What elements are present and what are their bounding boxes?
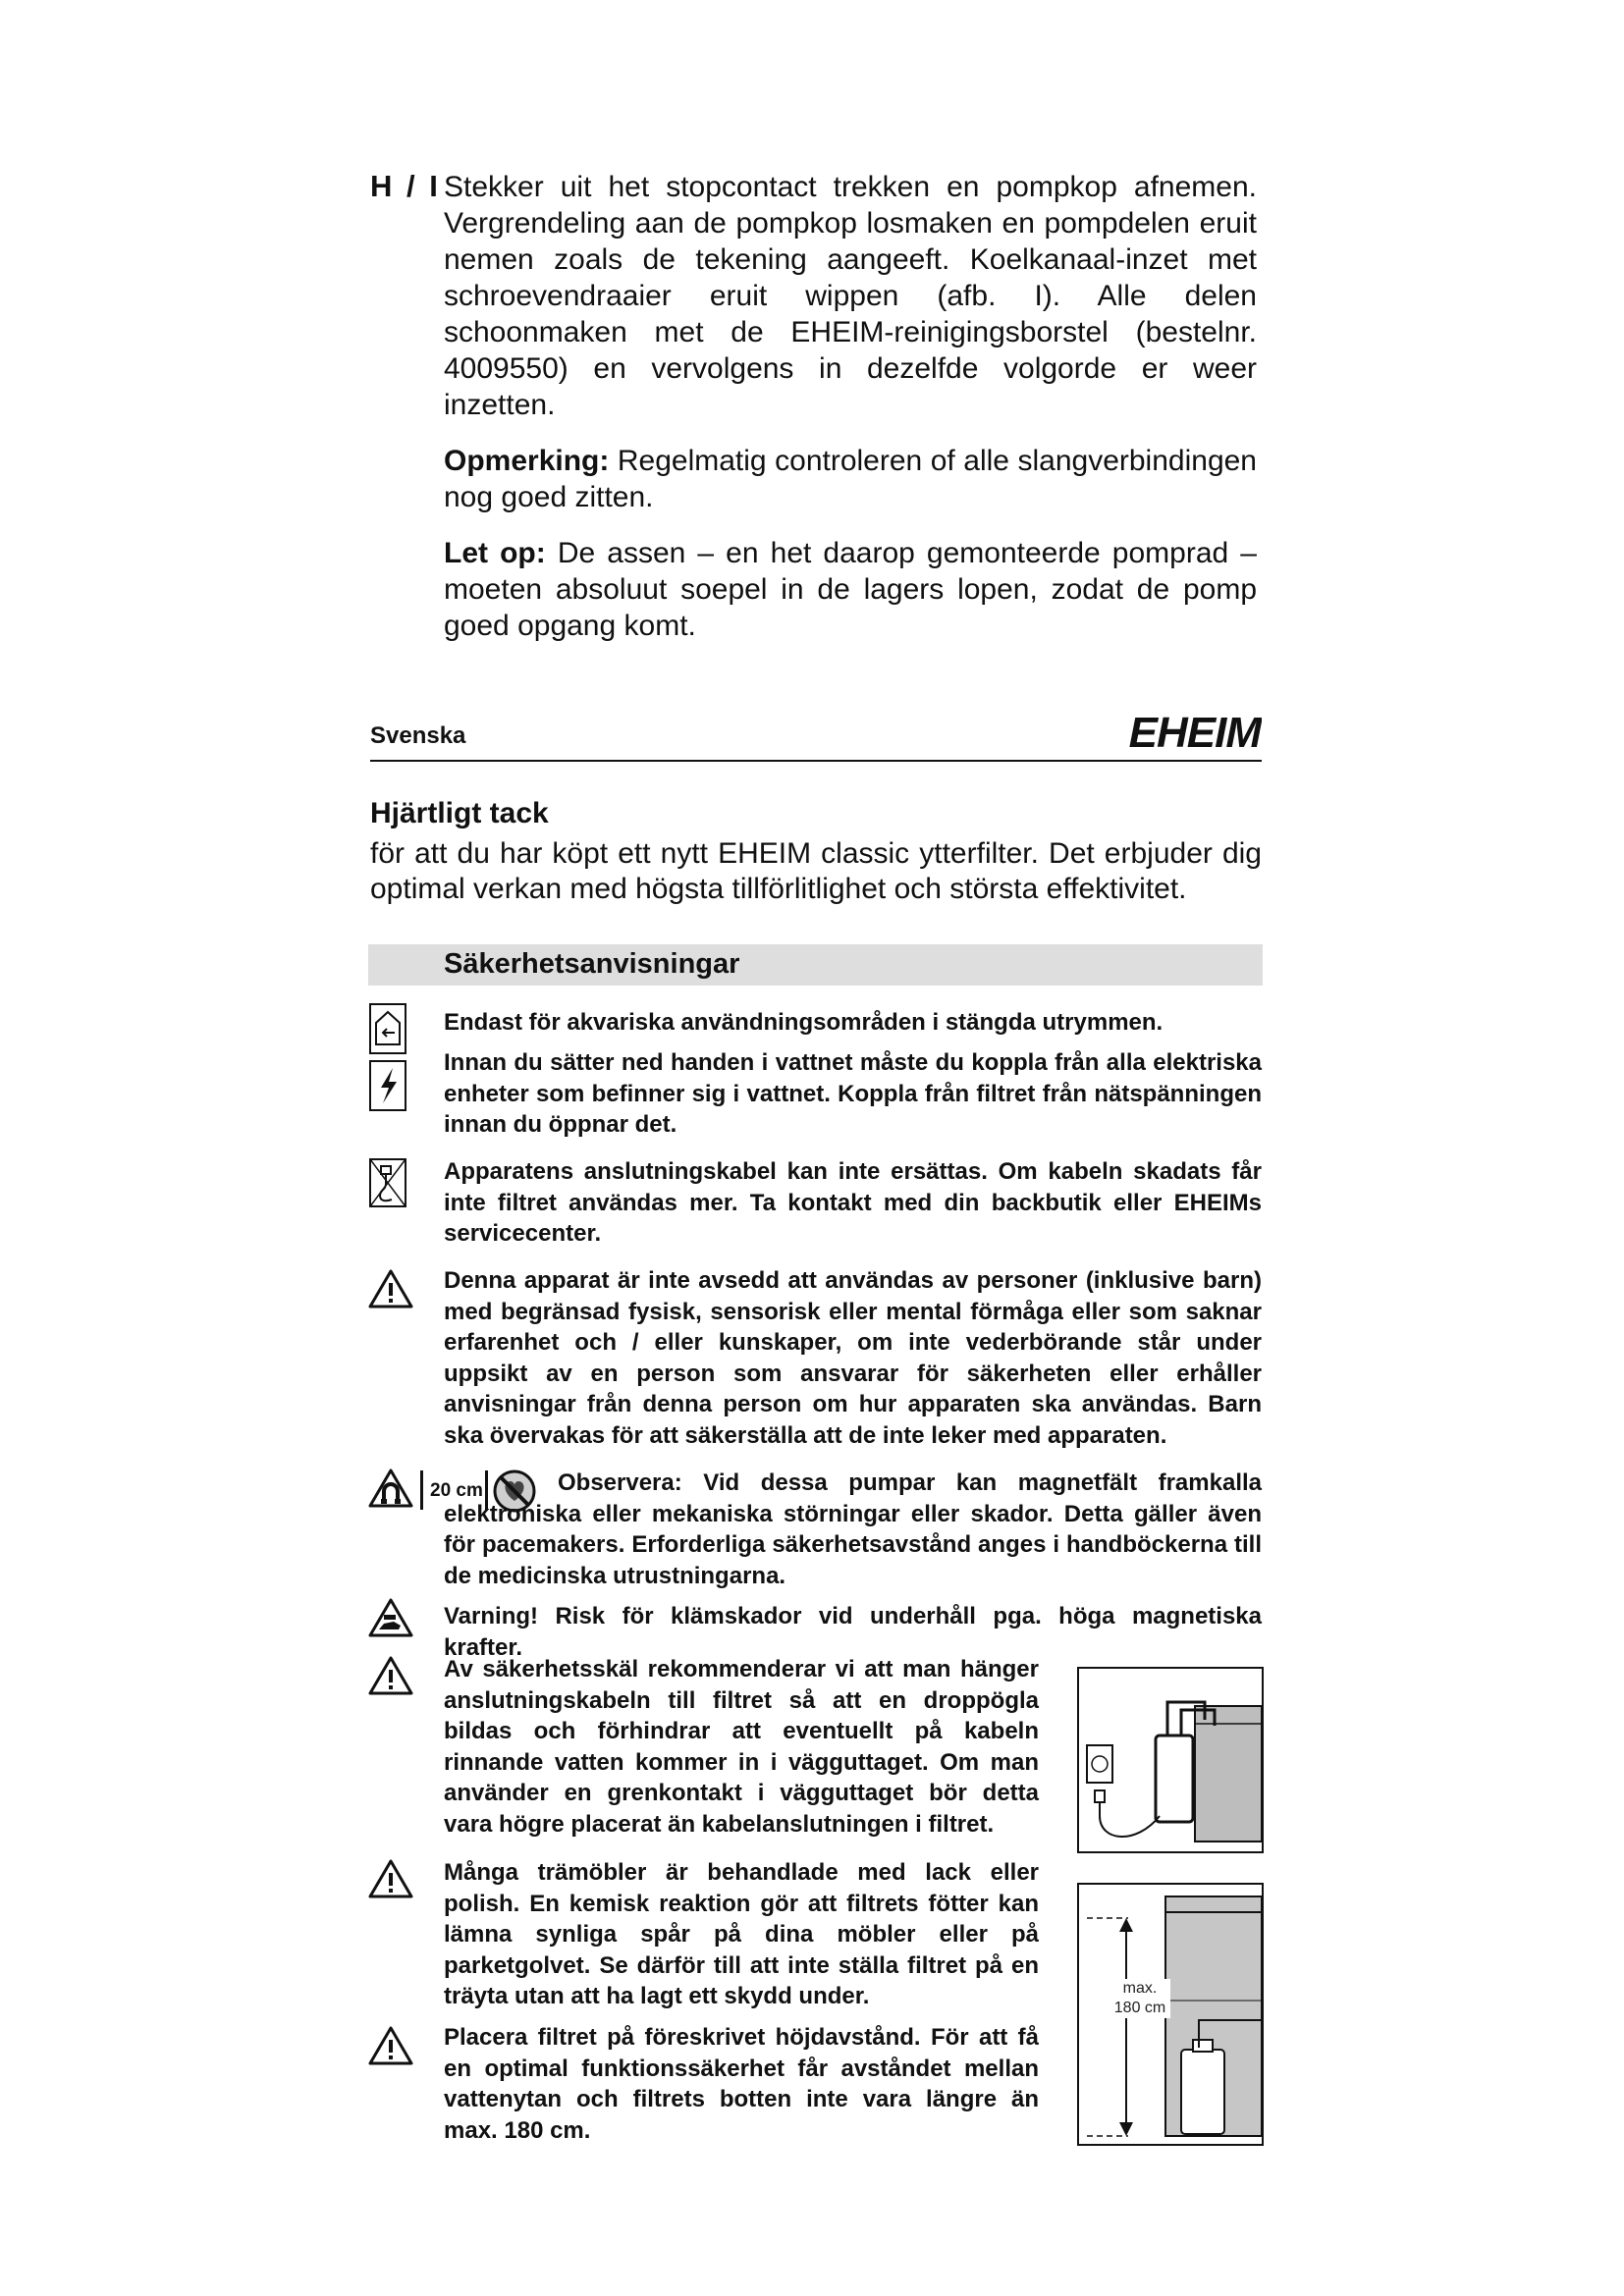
safety-item-electric: Innan du sätter ned handen i vattnet måste du koppla från alla elektriska enheter som befinner sig i vattnet. Koppla från filtret från nätspänningen innan du öppnar det. xyxy=(444,1049,1262,1138)
header-divider xyxy=(370,760,1262,762)
safety-heading: Säkerhetsanvisningar xyxy=(444,948,740,980)
dutch-note-label: Opmerking: xyxy=(444,445,610,477)
safety-item-height: Placera filtret på föreskrivet höjdavstånd. För att få en optimal funktionssäkerhet får avståndet mellan vattenytan och filtrets botten inte vara längre än max. 180 cm. xyxy=(444,2024,1039,2144)
dutch-caution xyxy=(444,535,1257,644)
intro-text: för att du har köpt ett nytt EHEIM classic ytterfilter. Det erbjuder dig optimal verkan med högsta tillförlitlighet och största effektivitet. xyxy=(370,837,1262,905)
magnetic-field-icon xyxy=(368,1468,413,1509)
warning-triangle-icon xyxy=(368,2025,413,2066)
distance-bracket-left xyxy=(420,1470,423,1510)
intro-title: Hjärtligt tack xyxy=(370,797,549,829)
dutch-note xyxy=(444,443,1257,515)
crush-hazard-icon xyxy=(368,1597,413,1638)
height-figure xyxy=(1077,1883,1264,2146)
safety-item-drip-loop: Av säkerhetsskäl rekommenderar vi att man hänger anslutningskabeln till filtret så att en droppögla bildas och förhindrar att eventuellt på kabeln rinnande vatten kommer in i vägguttaget. Om man använder en grenkontakt i vägguttaget bör detta vara högre placerat än kabelanslutningen i filtret. xyxy=(444,1656,1039,1838)
dutch-paragraph xyxy=(444,169,1257,423)
warning-triangle-icon xyxy=(368,1655,413,1696)
safety-item-crush: Varning! Risk för klämskador vid underhåll pga. höga magnetiska krafter. xyxy=(444,1603,1262,1661)
brand-logo-graphic xyxy=(1110,707,1262,754)
height-figure-label-line1: max. xyxy=(1122,1980,1158,1997)
height-figure-label xyxy=(1110,1979,1170,2018)
warning-triangle-icon xyxy=(368,1268,413,1309)
safety-item-furniture: Många trämöbler är behandlade med lack eller polish. En kemisk reaktion gör att filtrets fötter kan lämna synliga spår på dina möbler eller på parketgolvet. Se därför till att inte ställa filtret på en träyta utan att ha lagt ett skydd under. xyxy=(444,1859,1039,2009)
indoor-use-icon xyxy=(369,1003,406,1054)
language-label: Svenska xyxy=(370,722,466,749)
height-figure-label-line2: 180 cm xyxy=(1113,2000,1166,2016)
dutch-caution-label: Let op: xyxy=(444,537,546,569)
safety-distance-label: 20 cm xyxy=(430,1480,483,1501)
dutch-instructions xyxy=(444,169,1257,664)
safety-item-persons: Denna apparat är inte avsedd att användas av personer (inklusive barn) med begränsad fysisk, sensorisk eller mental förmåga eller som saknar erfarenhet och / eller kunskaper, om inte vederbörande står under uppsikt av en person som ansvarar för säkerheten eller erhåller anvisningar från denna person om hur apparaten ska användas. Barn ska övervakas för att säkerställa att de inte leker med apparaten. xyxy=(444,1267,1262,1449)
cable-not-replaceable-icon xyxy=(369,1158,406,1207)
warning-triangle-icon xyxy=(368,1858,413,1899)
brand-logo xyxy=(1110,707,1262,754)
dutch-note-text: Regelmatig controleren of alle slangverbindingen nog goed zitten. xyxy=(444,445,1257,513)
dutch-paragraph-text: Stekker uit het stopcontact trekken en pompkop afnemen. Vergrendeling aan de pompkop losmaken en pompdelen eruit nemen zoals de tekening aangeeft. Koelkanaal-inzet met schroevendraaier eruit wippen (afb. I). Alle delen schoonmaken met de EHEIM-reinigingsborstel (bestelnr. 4009550) en vervolgens in dezelfde volgorde er weer inzetten. xyxy=(444,171,1257,421)
electric-shock-icon xyxy=(369,1060,406,1111)
safety-item-cable: Apparatens anslutningskabel kan inte ersättas. Om kabeln skadats får inte filtret användas mer. Ta kontakt med din backbutik eller EHEIMs servicecenter. xyxy=(444,1158,1262,1247)
dutch-caution-text: De assen – en het daarop gemonteerde pomprad – moeten absoluut soepel in de lagers lopen, zodat de pomp goed opgang komt. xyxy=(444,537,1257,642)
safety-item-magnetic: Observera: Vid dessa pumpar kan magnetfält framkalla elektroniska eller mekaniska störningar eller skador. Detta gäller även för pacemakers. Erforderliga säkerhetsavstånd anges i handböckerna till de medicinska utrustningarna. xyxy=(444,1469,1262,1589)
drip-loop-figure xyxy=(1077,1667,1264,1853)
brand-logo-text: EHEIM xyxy=(1128,709,1261,754)
safety-item-indoor: Endast för akvariska användningsområden i stängda utrymmen. xyxy=(444,1009,1164,1036)
section-marker: H / I xyxy=(370,169,441,203)
